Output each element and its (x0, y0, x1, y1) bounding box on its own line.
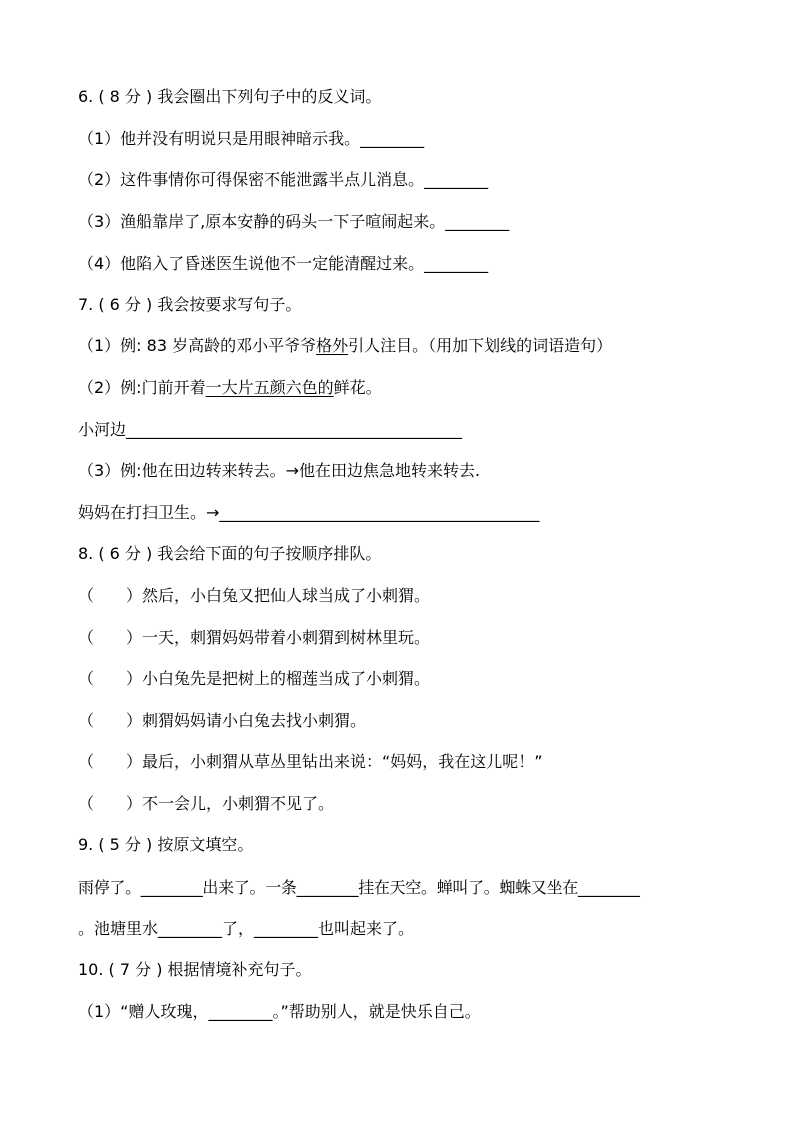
q9-line-1: 雨停了。________出来了。一条________挂在天空。蝉叫了。蜘蛛又坐在________ (78, 878, 640, 897)
q7-item-1-before: （1）例: 83 岁高龄的邓小平爷爷 (78, 336, 317, 355)
q8-item-4: （ ）刺猬妈妈请小白兔去找小刺猬。 (78, 711, 367, 730)
q7-item-2-after: 鲜花。 (333, 378, 382, 397)
q7-item-1-underlined: 格外 (316, 336, 349, 355)
q8-item-3: （ ）小白兔先是把树上的榴莲当成了小刺猬。 (78, 669, 431, 688)
q8-title: 8. ( 6 分 ) 我会给下面的句子按顺序排队。 (78, 544, 382, 563)
q8-item-5: （ ）最后，小刺猬从草丛里钻出来说：“妈妈，我在这儿呢！” (78, 752, 543, 771)
q6-item-2: （2）这件事情你可得保密不能泄露半点儿消息。________ (78, 170, 489, 189)
q9-line-2: 。池塘里水________了，________也叫起来了。 (78, 919, 415, 938)
q10-item-1: （1）“赠人玫瑰，________。”帮助别人，就是快乐自己。 (78, 1002, 481, 1021)
q7-title: 7. ( 6 分 ) 我会按要求写句子。 (78, 295, 302, 314)
q7-item-3: （3）例:他在田边转来转去。→他在田边焦急地转来转去. (78, 461, 481, 480)
q7-item-1-after: 引人注目。（用加下划线的词语造句） (348, 336, 613, 355)
q9-title: 9. ( 5 分 ) 按原文填空。 (78, 835, 254, 854)
q6-title: 6. ( 8 分 ) 我会圈出下列句子中的反义词。 (78, 87, 382, 106)
q7-item-3-answer: 妈妈在打扫卫生。→________________________________________ (78, 503, 540, 522)
q7-item-1 (78, 335, 612, 357)
q10-title: 10. ( 7 分 ) 根据情境补充句子。 (78, 960, 312, 979)
q7-item-2-before: （2）例:门前开着 (78, 378, 206, 397)
q6-item-3: （3）渔船靠岸了,原本安静的码头一下子喧闹起来。________ (78, 212, 510, 231)
q8-item-1: （ ）然后，小白兔又把仙人球当成了小刺猬。 (78, 586, 431, 605)
q7-item-2 (78, 377, 382, 399)
q6-item-1: （1）他并没有明说只是用眼神暗示我。________ (78, 129, 425, 148)
q7-item-2-answer: 小河边__________________________________________ (78, 420, 463, 439)
q7-item-2-underlined: 一大片五颜六色的 (205, 378, 334, 397)
q8-item-2: （ ）一天，刺猬妈妈带着小刺猬到树林里玩。 (78, 628, 431, 647)
q8-item-6: （ ）不一会儿，小刺猬不见了。 (78, 794, 335, 813)
q6-item-4: （4）他陷入了昏迷医生说他不一定能清醒过来。________ (78, 254, 489, 273)
